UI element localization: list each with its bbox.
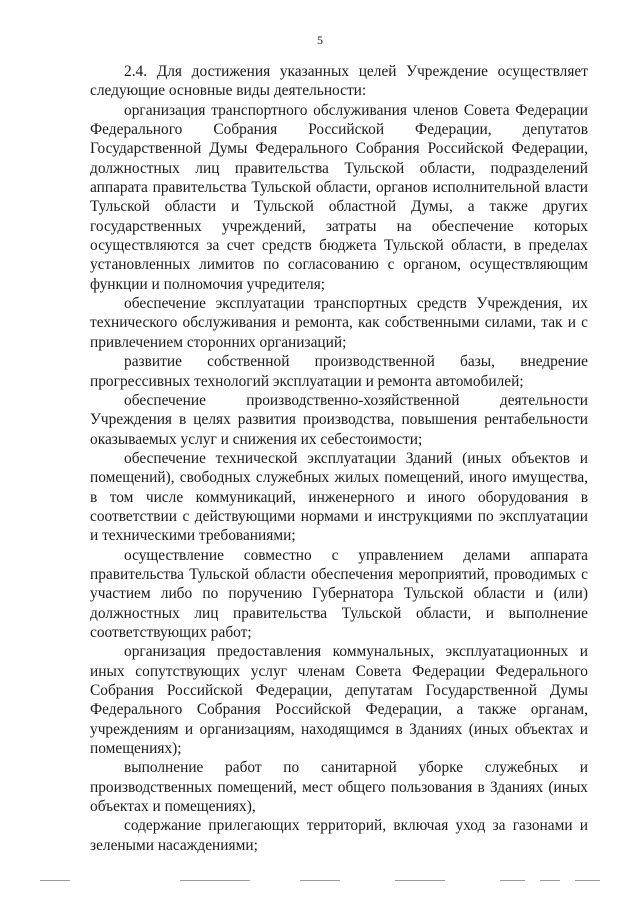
document-body [90, 62, 588, 855]
scan-speck [575, 880, 600, 881]
paragraph-vehicle-operation: обеспечение эксплуатации транспортных средств Учреждения, их технического обслуживания и ремонта, как собственными силами, так и с привлечением сторонних организаций; [90, 295, 588, 351]
scan-artifacts [0, 880, 640, 890]
scan-speck [180, 880, 250, 881]
scan-speck [40, 880, 70, 881]
paragraph-economic-activity: обеспечение производственно-хозяйственной деятельности Учреждения в целях развития производства, повышения рентабельности оказываемых услуг и снижения их себестоимости; [90, 391, 588, 448]
paragraph-production-base: развитие собственной производственной базы, внедрение прогрессивных технологий эксплуатации и ремонта автомобилей; [90, 353, 588, 390]
paragraph-activities-intro: 2.4. Для достижения указанных целей Учреждение осуществляет следующие основные виды деятельности: [90, 63, 588, 100]
paragraph-building-maintenance: обеспечение технической эксплуатации Зданий (иных объектов и помещений), свободных служебных жилых помещений, иного имущества, в том числе коммуникаций, инженерного и иного оборудования в соответствии с действующими нормами и инструкциями по эксплуатации и техническими требованиями; [90, 449, 588, 545]
scan-speck [300, 880, 340, 881]
paragraph-territory-upkeep: содержание прилегающих территорий, включая уход за газонами и зелеными насаждениями; [90, 817, 588, 854]
paragraph-utility-services: организация предоставления коммунальных, эксплуатационных и иных сопутствующих услуг членам Совета Федерации Федерального Собрания Российской Федерации, депутатам Государственной Думы Федерального Собрания Российской Федерации, а также органам, учреждениям и организациям, находящимся в Зданиях (иных объектах и помещениях); [90, 643, 588, 758]
page-number: 5 [317, 33, 323, 47]
paragraph-events-support: осуществление совместно с управлением делами аппарата правительства Тульской области обеспечения мероприятий, проводимых с участием либо по поручению Губернатора Тульской области и (или) должностных лиц правительства Тульской области, и выполнение соответствующих работ; [90, 546, 588, 641]
scan-speck [395, 880, 445, 881]
scan-speck [500, 880, 525, 881]
paragraph-sanitary-cleaning: выполнение работ по санитарной уборке служебных и производственных помещений, мест общего пользования в Зданиях (иных объектах и помещениях), [90, 759, 588, 816]
paragraph-transport-service: организация транспортного обслуживания членов Совета Федерации Федерального Собрания Российской Федерации, депутатов Государственной Думы Федерального Собрания Российской Федерации, должностных лиц правительства Тульской области, подразделений аппарата правительства Тульской области, органов исполнительной власти Тульской области и Тульской областной Думы, а также других государственных учреждений, затраты на обеспечение которых осуществляются за счет средств бюджета Тульской области, в пределах установленных лимитов по согласованию с органом, осуществляющим функции и полномочия учредителя; [90, 101, 588, 293]
scan-speck [540, 880, 560, 881]
